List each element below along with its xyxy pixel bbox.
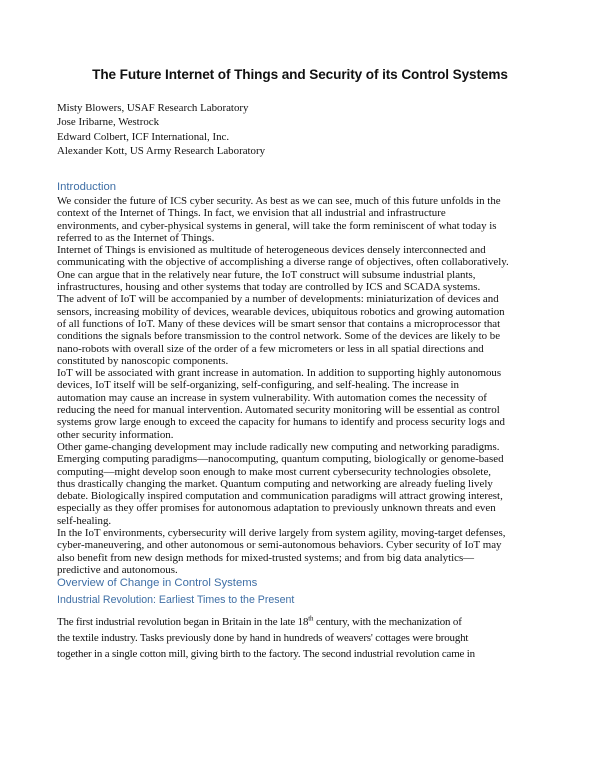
text-line: conditions the signals before transmission to the control network. Some of the devices are likely to be [57,330,501,343]
paragraph [57,244,547,293]
text-line: infrastructures, housing and other systems that today are controlled by ICS and SCADA systems. [57,281,481,294]
paragraph [57,367,547,441]
text-line: We consider the future of ICS cyber security. As best as we can see, much of this future unfolds in the [57,195,501,207]
text-line: IoT will be associated with grant increase in automation. In addition to supporting highly autonomous [57,367,502,380]
author: Misty Blowers, USAF Research Laboratory [57,102,249,114]
text-line: One can argue that in the relatively near future, the IoT construct will subsume industrial plants, [57,268,476,281]
subsection-heading: Industrial Revolution: Earliest Times to the Present [57,594,295,607]
text-line: especially as they offer promises for autonomous adaptation to previously unknown threats and even [57,502,496,515]
text-line: thus drastically changing the market. Quantum computing and networking are already fueling lively [57,477,493,490]
paper-body [57,180,547,662]
text-line: referred to as the Internet of Things. [57,231,215,244]
text-line: reducing the need for manual intervention. Automated security monitoring will be essential as control [57,404,500,417]
introduction-text [57,195,547,576]
text-line: Internet of Things is envisioned as multitude of heterogeneous devices densely interconnected and [57,244,486,257]
text-line: environments, and cyber-physical systems in general, will take the form reminiscent of what today is [57,219,497,232]
text-line: of all functions of IoT. Many of these devices will be smart sensor that contains a microprocessor that [57,317,501,330]
text-line: In the IoT environments, cybersecurity will derive largely from system agility, moving-target defenses, [57,527,506,540]
text-line: other security information. [57,428,174,441]
paragraph [57,441,547,527]
author: Alexander Kott, US Army Research Laboratory [57,145,266,158]
section-heading-introduction: Introduction [57,181,117,193]
text-line: self-healing. [57,514,112,527]
text-line: The advent of IoT will be accompanied by a number of developments: miniaturization of devices and [57,293,499,306]
text-line: sensors, increasing mobility of devices, wearable devices, ubiquitous robotics and growing automation [57,305,505,318]
text-line: computing—might develop soon enough to make most current cybersecurity technologies obsolete, [57,465,492,478]
author: Edward Colbert, ICF International, Inc. [57,130,230,143]
text-line: nano-robots with overall size of the order of a few micrometers or less in all spatial directions and [57,342,484,355]
text-line: context of the Internet of Things. In fact, we envision that all industrial and infrastructure [57,207,446,220]
text-line: debate. Biologically inspired computation and communication paradigms will attract growing interest, [57,490,503,503]
text-line: systems grow large enough to exceed the capacity for humans to identify and process security logs and [57,416,506,429]
text-line: predictive and autonomous. [57,563,178,576]
text-line: together in a single cotton mill, giving birth to the factory. The second industrial revolution came in [57,647,475,660]
text-line [57,615,547,631]
paragraph [57,527,547,576]
paragraph [57,293,547,367]
author-list [57,101,265,159]
text-line: the textile industry. Tasks previously done by hand in hundreds of weavers' cottages were brought [57,631,469,644]
text-line: Other game-changing development may include radically new computing and networking paradigms. [57,440,500,453]
text-line: automation may cause an increase in system vulnerability. With automation comes the necessity of [57,391,487,404]
text-line: constituted by nanoscopic components. [57,354,229,367]
text-line: devices, IoT itself will be self-organizing, self-configuring, and self-healing. The increase in [57,379,459,392]
superscript: th [308,614,314,623]
text-line: communicating with the objective of accomplishing a diverse range of objectives, often collaboratively. [57,256,509,269]
text-fragment: century, with the mechanization of [313,616,462,629]
section-heading-overview: Overview of Change in Control Systems [57,577,258,590]
paragraph [57,615,547,662]
paper-title: The Future Internet of Things and Security of its Control Systems [92,67,508,82]
text-line: Emerging computing paradigms—nanocomputing, quantum computing, biologically or genome-based [57,453,504,466]
text-line: also benefit from new design methods for mixed-trusted systems; and from big data analytics— [57,551,475,564]
text-fragment: The first industrial revolution began in Britain in the late 18 [57,616,309,629]
text-line: cyber-maneuvering, and other autonomous or semi-autonomous behaviors. Cyber security of IoT may [57,539,502,552]
paragraph [57,195,547,244]
author: Jose Iribarne, Westrock [57,116,160,129]
